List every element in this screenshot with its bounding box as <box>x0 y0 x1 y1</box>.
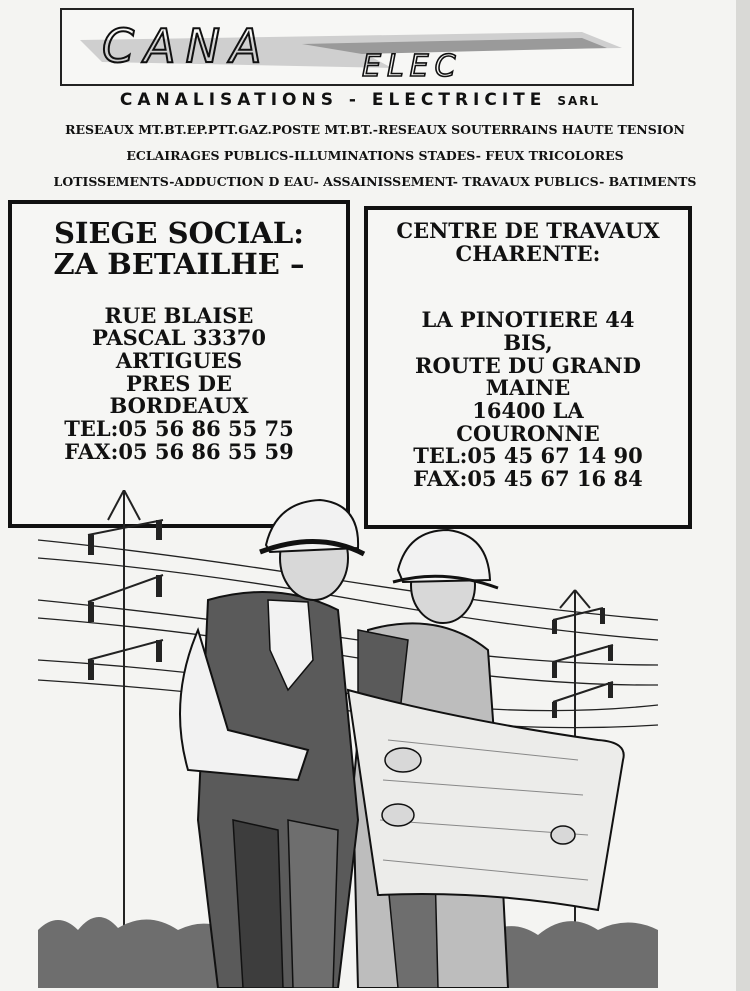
works-center-address-line: ROUTE DU GRAND <box>415 352 641 378</box>
service-line: RESEAUX MT.BT.EP.PTT.GAZ.POSTE MT.BT.-RESEAUX SOUTERRAINS HAUTE TENSION <box>65 122 685 137</box>
head-office-title: ZA BETAILHE – <box>53 247 305 282</box>
worker-hand <box>382 804 414 826</box>
works-center-address-line: LA PINOTIERE 44 <box>421 307 635 333</box>
worker-front <box>180 500 364 988</box>
ground-foliage-left <box>38 917 238 988</box>
works-center-address-line: BIS, <box>503 330 553 356</box>
works-center-address-line: MAINE <box>485 375 571 401</box>
works-center-title: CENTRE DE TRAVAUX <box>396 218 660 243</box>
works-center-fax: FAX:05 45 67 16 84 <box>413 466 643 492</box>
head-office-fax: FAX:05 56 86 55 59 <box>64 438 294 464</box>
logo-lightning-graphic <box>62 10 632 84</box>
head-office-title: SIEGE SOCIAL: <box>53 216 305 250</box>
tagline-main: CANALISATIONS - ELECTRICITE <box>119 90 547 110</box>
tagline-suffix: SARL <box>557 94 601 108</box>
blueprint-plan <box>348 690 624 910</box>
head-office-address-line: RUE BLAISE <box>104 302 254 328</box>
company-tagline <box>0 90 720 110</box>
worker-hand <box>385 748 421 772</box>
works-center-address-line: COURONNE <box>456 420 600 446</box>
workers-illustration <box>38 490 658 988</box>
head-office-box <box>8 200 350 528</box>
head-office-address-line: PRES DE <box>126 370 232 396</box>
company-logo <box>60 8 634 86</box>
works-center-address-line: 16400 LA <box>472 398 584 424</box>
service-line: ECLAIRAGES PUBLICS-ILLUMINATIONS STADES- FEUX TRICOLORES <box>126 148 624 163</box>
left-pylon <box>88 490 163 960</box>
works-center-phone: TEL:05 45 67 14 90 <box>413 443 643 469</box>
service-line: LOTISSEMENTS-ADDUCTION D EAU- ASSAINISSEMENT- TRAVAUX PUBLICS- BATIMENTS <box>53 174 697 189</box>
works-center-box <box>364 206 692 529</box>
head-office-address-line: BORDEAUX <box>109 393 249 419</box>
worker-hand <box>551 826 575 844</box>
logo-primary-text: CANA <box>102 19 272 73</box>
works-center-title: CHARENTE: <box>455 240 601 266</box>
head-office-phone: TEL:05 56 86 55 75 <box>64 415 294 441</box>
head-office-address-line: ARTIGUES <box>115 347 243 373</box>
logo-secondary-text: ELEC <box>362 49 462 84</box>
head-office-address-line: PASCAL 33370 <box>92 325 266 351</box>
